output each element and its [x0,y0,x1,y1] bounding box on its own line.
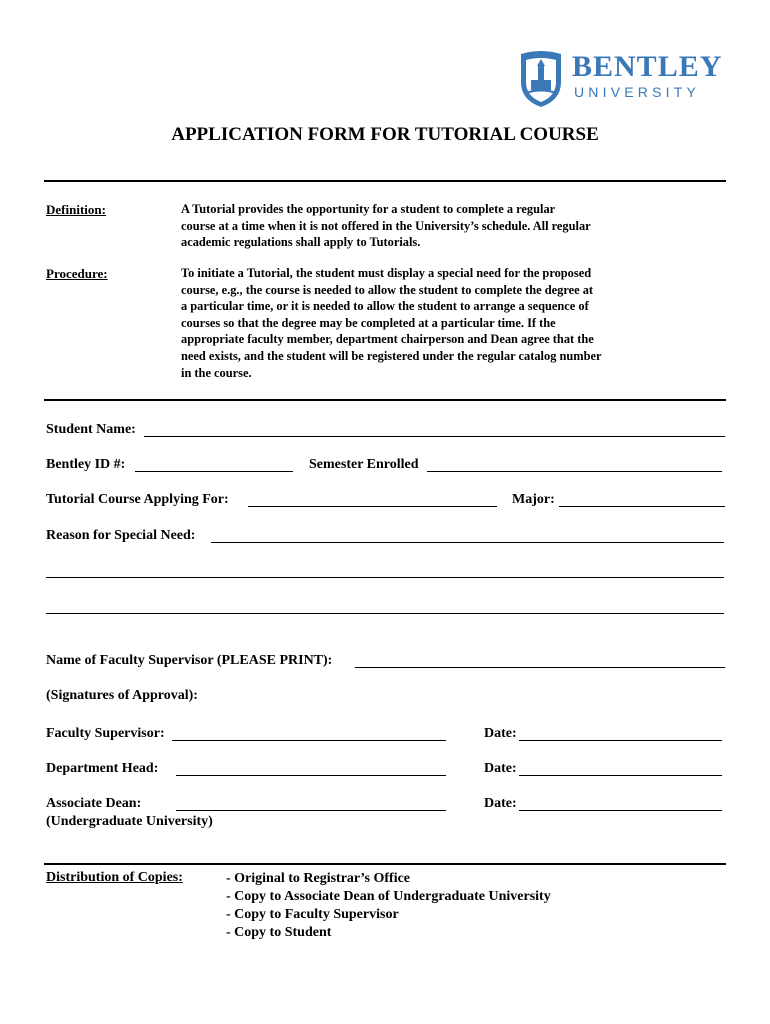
procedure-label: Procedure: [46,266,108,281]
semester-enrolled-label: Semester Enrolled [309,457,419,472]
distribution-item: - Copy to Faculty Supervisor [226,907,399,922]
semester-enrolled-field[interactable] [427,471,722,472]
major-label: Major: [512,492,555,507]
department-head-signature-field[interactable] [176,775,446,776]
logo-subtitle: UNIVERSITY [574,84,701,100]
department-head-date-field[interactable] [519,775,722,776]
faculty-supervisor-signature-field[interactable] [172,740,446,741]
procedure-text: To initiate a Tutorial, the student must display a special need for the proposed course, e.g., the course is needed to allow the student to complete the degree at a particular time, or it is needed to allow the student to arrange a sequence of courses so that the degree may be completed at a particular time. If the appropriate faculty member, department chairperson and Dean agree that the need exists, and the student will be registered under the regular catalog number in the course. [181,266,602,380]
undergraduate-university-label: (Undergraduate University) [46,814,213,829]
top-divider [44,180,726,182]
middle-divider [44,399,726,401]
student-name-field[interactable] [144,436,725,437]
department-head-label: Department Head: [46,761,159,776]
distribution-label: Distribution of Copies: [46,870,183,885]
tutorial-course-field[interactable] [248,506,497,507]
page-title: APPLICATION FORM FOR TUTORIAL COURSE [171,124,599,145]
definition-text: A Tutorial provides the opportunity for a student to complete a regular course at a time when it is not offered in the University’s schedule. All regular academic regulations shall apply to Tutorials. [181,202,591,250]
bentley-id-field[interactable] [135,471,293,472]
signatures-heading: (Signatures of Approval): [46,688,198,703]
associate-dean-signature-field[interactable] [176,810,446,811]
associate-dean-label: Associate Dean: [46,796,142,811]
faculty-supervisor-label: Faculty Supervisor: [46,726,165,741]
associate-dean-date-label: Date: [484,796,517,811]
reason-field-line-2[interactable] [46,577,724,578]
bentley-id-label: Bentley ID #: [46,457,126,472]
definition-label: Definition: [46,202,106,217]
faculty-supervisor-date-label: Date: [484,726,517,741]
reason-label: Reason for Special Need: [46,528,196,543]
bottom-divider [44,863,726,865]
department-head-date-label: Date: [484,761,517,776]
logo-wordmark: BENTLEY [572,50,723,83]
distribution-list [226,870,551,942]
student-name-label: Student Name: [46,422,136,437]
shield-crest-icon [518,48,564,108]
distribution-item: - Copy to Associate Dean of Undergraduate University [226,889,551,904]
faculty-supervisor-name-label: Name of Faculty Supervisor (PLEASE PRINT): [46,653,333,668]
major-field[interactable] [559,506,725,507]
faculty-supervisor-name-field[interactable] [355,667,725,668]
reason-field[interactable] [211,542,724,543]
reason-field-line-3[interactable] [46,613,724,614]
associate-dean-date-field[interactable] [519,810,722,811]
distribution-item: - Copy to Student [226,925,332,940]
bentley-logo [518,48,728,110]
distribution-item: - Original to Registrar’s Office [226,871,411,886]
faculty-supervisor-date-field[interactable] [519,740,722,741]
tutorial-course-label: Tutorial Course Applying For: [46,492,229,507]
